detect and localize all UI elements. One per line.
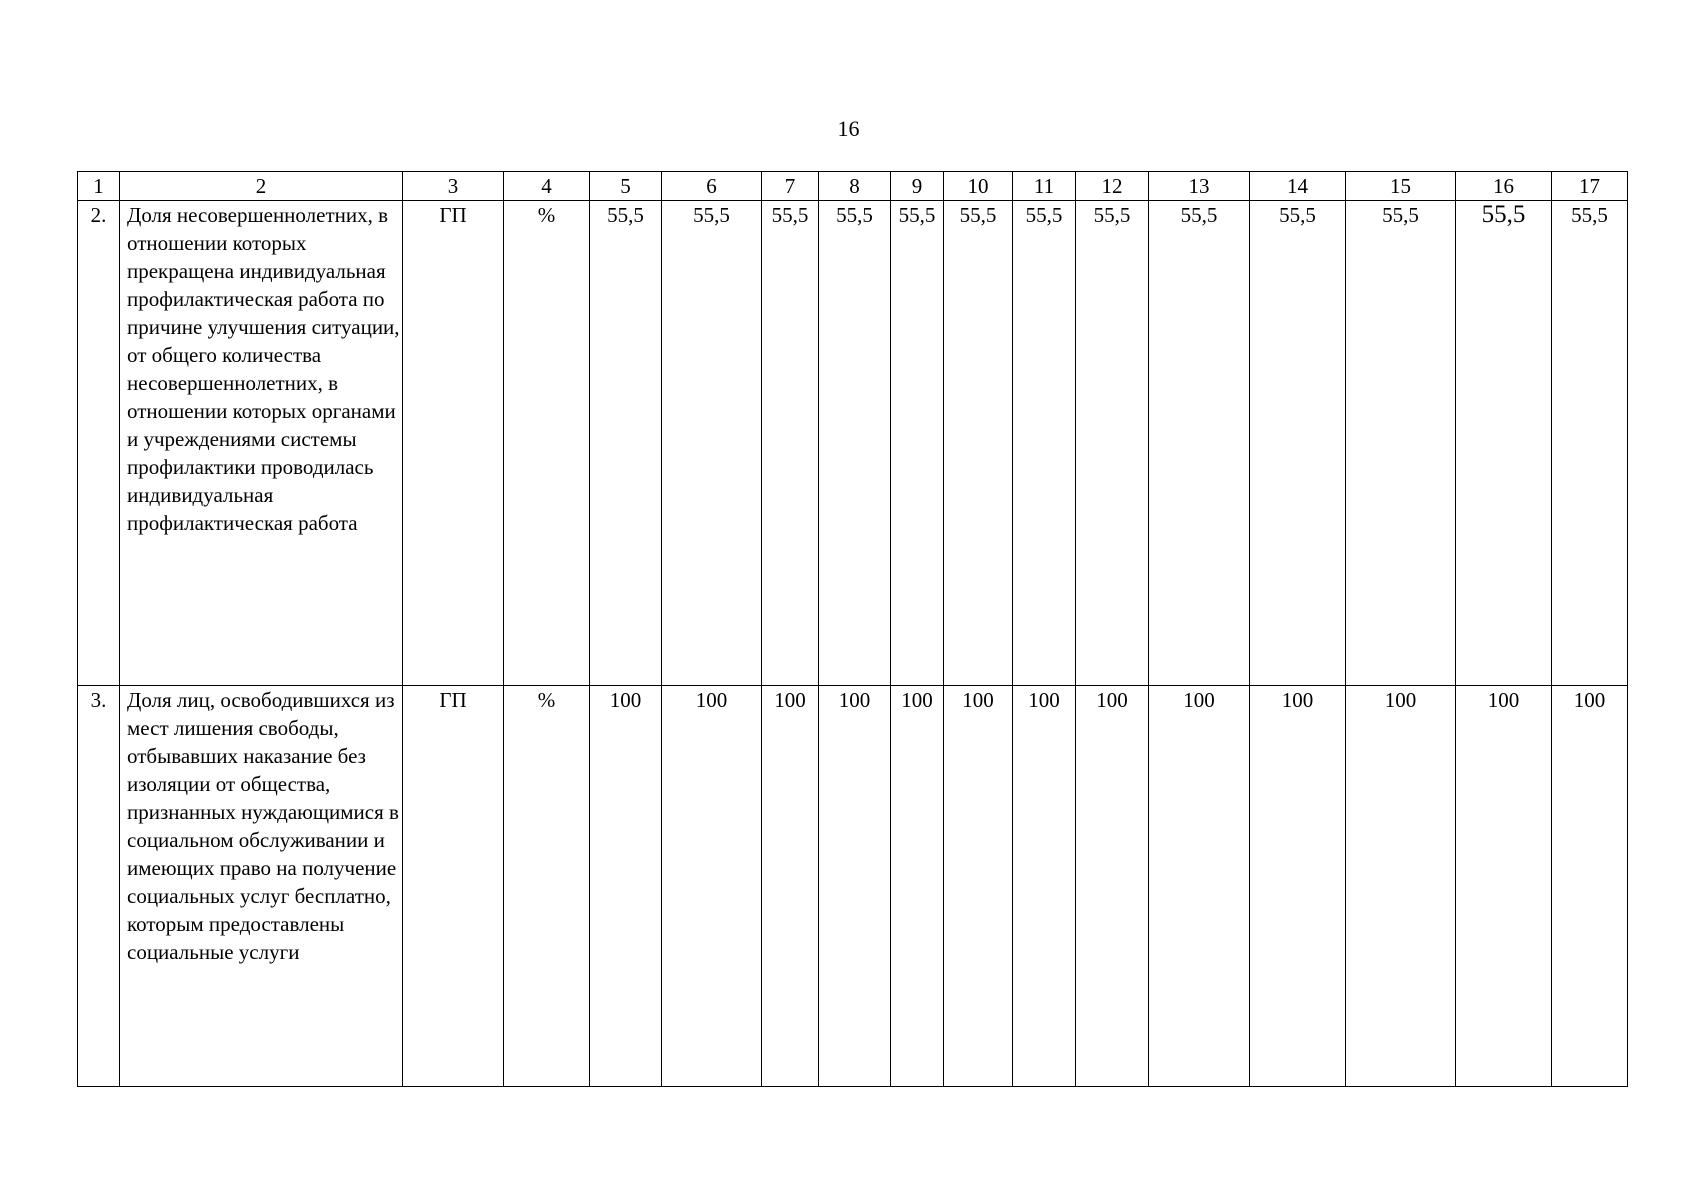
column-header: 6 bbox=[662, 172, 762, 201]
value-cell: 100 bbox=[819, 686, 891, 1087]
column-header: 1 bbox=[78, 172, 120, 201]
value-cell: 100 bbox=[662, 686, 762, 1087]
value-cell: 100 bbox=[1076, 686, 1149, 1087]
value-cell: 100 bbox=[944, 686, 1013, 1087]
value-cell: 55,5 bbox=[944, 201, 1013, 686]
value-cell: 55,5 bbox=[590, 201, 662, 686]
column-header: 9 bbox=[891, 172, 944, 201]
table-row bbox=[78, 686, 1628, 1087]
page-number: 16 bbox=[837, 116, 860, 141]
column-header: 17 bbox=[1552, 172, 1628, 201]
value-cell: 55,5 bbox=[1149, 201, 1250, 686]
value-cell: 100 bbox=[1456, 686, 1552, 1087]
value-cell: 100 bbox=[1552, 686, 1628, 1087]
value-cell: 100 bbox=[891, 686, 944, 1087]
unit: % bbox=[504, 201, 590, 686]
unit: % bbox=[504, 686, 590, 1087]
indicators-table bbox=[77, 171, 1628, 1087]
column-header: 12 bbox=[1076, 172, 1149, 201]
column-header: 3 bbox=[403, 172, 504, 201]
column-header: 13 bbox=[1149, 172, 1250, 201]
value-cell: 55,5 bbox=[1013, 201, 1076, 686]
row-number: 3. bbox=[78, 686, 120, 1087]
column-header: 5 bbox=[590, 172, 662, 201]
value-cell: 55,5 bbox=[1250, 201, 1346, 686]
value-cell: 55,5 bbox=[1076, 201, 1149, 686]
header-row bbox=[78, 172, 1628, 201]
value-cell: 55,5 bbox=[819, 201, 891, 686]
value-cell: 100 bbox=[1250, 686, 1346, 1087]
value-cell: 100 bbox=[1149, 686, 1250, 1087]
column-header: 15 bbox=[1346, 172, 1456, 201]
value-cell: 55,5 bbox=[662, 201, 762, 686]
value-cell: 100 bbox=[1013, 686, 1076, 1087]
value-cell: 100 bbox=[590, 686, 662, 1087]
value-cell: 55,5 bbox=[762, 201, 819, 686]
indicator-name: Доля лиц, освободившихся из мест лишения свободы, отбывавших наказание без изоляции от общества, признанных нуждающимися в социальном обслуживании и имеющих право на получение социальных услуг бесплатно, которым предоставлены социальные услуги bbox=[120, 686, 403, 1087]
program-type: ГП bbox=[403, 201, 504, 686]
indicator-name: Доля несовершеннолетних, в отношении которых прекращена индивидуальная профилактическая работа по причине улучшения ситуации, от общего количества несовершеннолетних, в отношении которых органами и учреждениями системы профилактики проводилась индивидуальная профилактическая работа bbox=[120, 201, 403, 686]
program-type: ГП bbox=[403, 686, 504, 1087]
value-cell: 55,5 bbox=[1346, 201, 1456, 686]
column-header: 16 bbox=[1456, 172, 1552, 201]
table-row bbox=[78, 201, 1628, 686]
value-cell: 100 bbox=[762, 686, 819, 1087]
column-header: 4 bbox=[504, 172, 590, 201]
value-cell: 55,5 bbox=[1552, 201, 1628, 686]
column-header: 14 bbox=[1250, 172, 1346, 201]
value-cell: 55,5 bbox=[1456, 201, 1552, 686]
column-header: 8 bbox=[819, 172, 891, 201]
row-number: 2. bbox=[78, 201, 120, 686]
column-header: 11 bbox=[1013, 172, 1076, 201]
column-header: 2 bbox=[120, 172, 403, 201]
value-cell: 55,5 bbox=[891, 201, 944, 686]
value-cell: 100 bbox=[1346, 686, 1456, 1087]
column-header: 7 bbox=[762, 172, 819, 201]
column-header: 10 bbox=[944, 172, 1013, 201]
